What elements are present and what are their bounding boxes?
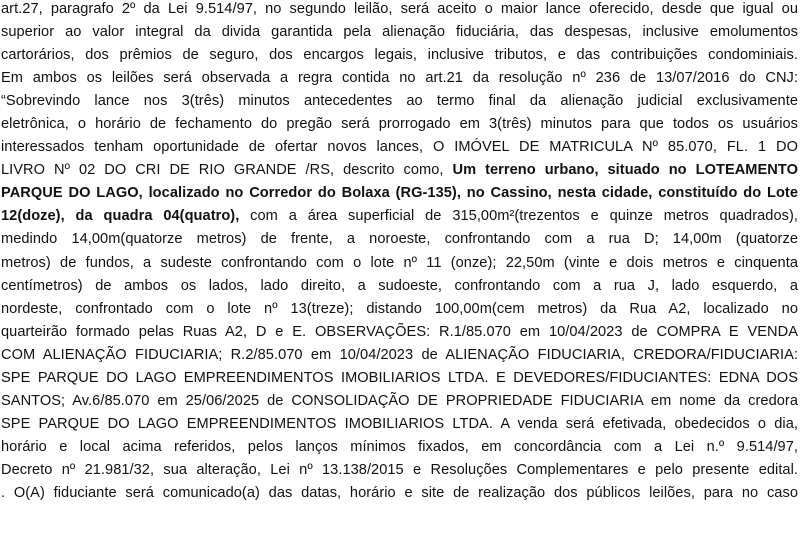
text-line (1, 0, 798, 21)
text-line (1, 275, 798, 298)
text-segment: medindo 14,00m(quatorze metros) de frente, a noroeste, confrontando com a rua D; 14,00m (quatorze (1, 231, 798, 248)
text-segment: nordeste, confrontado com o lote nº 13(treze); distando 100,00m(cem metros) da Rua A2, localizado no (1, 300, 798, 317)
text-line (1, 482, 798, 505)
text-line (1, 228, 798, 251)
text-line (1, 44, 798, 67)
text-line (1, 459, 798, 482)
text-line (1, 182, 798, 205)
text-line (1, 113, 798, 136)
text-segment: cartorários, dos prêmios de seguro, dos encargos legais, inclusive tributos, e das contribuições condominiais. (1, 47, 798, 64)
text-segment: superior ao valor integral da divida garantida pela alienação fiduciária, das despesas, inclusive emolumentos (1, 24, 798, 41)
text-line (1, 67, 798, 90)
text-segment: com a área superficial de 315,00m²(trezentos e quinze metros quadrados), (239, 208, 798, 225)
text-segment: Decreto nº 21.981/32, sua alteração, Lei nº 13.138/2015 e Resoluções Complementares e pelo presente edital. (1, 461, 798, 478)
text-line (1, 321, 798, 344)
text-segment: “Sobrevindo lance nos 3(três) minutos antecedentes ao termo final da alienação judicial exclusivamente (1, 93, 798, 110)
text-segment: SPE PARQUE DO LAGO EMPREENDIMENTOS IMOBILIARIOS LTDA. A venda será efetivada, obedecidos o dia, (1, 415, 798, 432)
bold-text-segment: PARQUE DO LAGO, localizado no Corredor do Bolaxa (RG-135), no Cassino, nesta cidade, constituído do Lote (1, 185, 798, 202)
text-line (1, 298, 798, 321)
text-segment: Em ambos os leilões será observada a regra contida no art.21 da resolução nº 236 de 13/07/2016 do CNJ: (1, 70, 798, 87)
text-line (1, 436, 798, 459)
text-line (1, 136, 798, 159)
text-segment: SANTOS; Av.6/85.070 em 25/06/2025 de CONSOLIDAÇÃO DE PROPRIEDADE FIDUCIARIA em nome da credora (1, 392, 798, 409)
text-segment: COM ALIENAÇÃO FIDUCIARIA; R.2/85.070 em 10/04/2023 de ALIENAÇÃO FIDUCIARIA, CREDORA/FIDUCIARIA: (1, 346, 798, 363)
text-segment: quarteirão formado pelas Ruas A2, D e E. OBSERVAÇÕES: R.1/85.070 em 10/04/2023 de COMPRA E VENDA (1, 323, 798, 340)
text-segment: eletrônica, o horário de fechamento do pregão será prorrogado em 3(três) minutos para que todos os usuários (1, 116, 798, 133)
text-segment: art.27, paragrafo 2º da Lei 9.514/97, no segundo leilão, será aceito o maior lance oferecido, desde que igual ou (1, 1, 798, 17)
text-line (1, 390, 798, 413)
bold-text-segment: 12(doze), da quadra 04(quatro), (1, 208, 240, 225)
text-segment: . O(A) fiduciante será comunicado(a) das datas, horário e site de realização dos públicos leilões, para no caso (1, 484, 798, 501)
text-segment: centímetros) de ambos os lados, lado direito, a sudoeste, confrontando com a rua J, lado esquerdo, a (1, 277, 798, 294)
bold-text-segment: Um terreno urbano, situado no LOTEAMENTO (452, 162, 798, 179)
text-line (1, 21, 798, 44)
text-segment: SPE PARQUE DO LAGO EMPREENDIMENTOS IMOBILIARIOS LTDA. E DEVEDORES/FIDUCIANTES: EDNA DOS (1, 369, 798, 386)
text-line (1, 90, 798, 113)
text-line (1, 252, 798, 275)
document-body (1, 0, 798, 505)
text-line (1, 413, 798, 436)
text-segment: metros) de fundos, a sudeste confrontando com o lote nº 11 (onze); 22,50m (vinte e dois metros e cinquenta (1, 254, 798, 271)
text-segment: LIVRO Nº 02 DO CRI DE RIO GRANDE /RS, descrito como, (1, 162, 453, 179)
text-line (1, 205, 798, 228)
text-segment: horário e local acima referidos, pelos lanços mínimos fixados, em concordância com a Lei n.º 9.514/97, (1, 438, 798, 455)
text-line (1, 344, 798, 367)
text-segment: interessados tenham oportunidade de ofertar novos lances, O IMÓVEL DE MATRICULA Nº 85.070, FL. 1 DO (1, 139, 798, 156)
text-line (1, 367, 798, 390)
text-line (1, 159, 798, 182)
